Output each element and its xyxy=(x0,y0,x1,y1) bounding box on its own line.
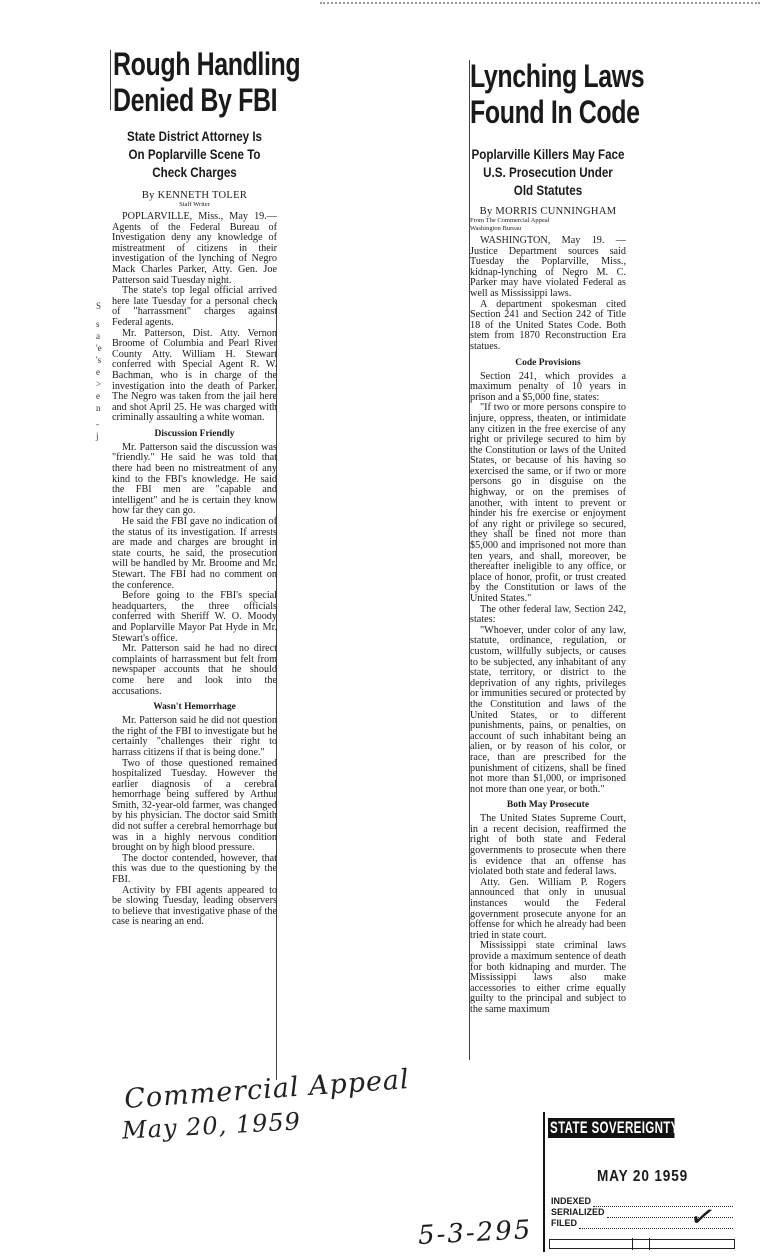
right-article xyxy=(470,58,645,1016)
paragraph: The United States Supreme Court, in a recent decision, reaffirmed the right of both state and Federal governments to prosecute when there is evidence that an offense has violated both state and federal laws. xyxy=(470,813,626,878)
headline-line: Rough Handling xyxy=(112,46,301,82)
stamp-date: MAY 20 1959 xyxy=(597,1168,689,1185)
paragraph: The other federal law, Section 242, states: xyxy=(470,603,626,626)
margin-mark: j xyxy=(96,431,99,441)
subhead-line: Old Statutes xyxy=(513,183,583,198)
margin-mark: a xyxy=(96,331,100,341)
stamp-title: STATE SOVEREIGNTY COMMISSION xyxy=(548,1118,674,1138)
headline-line: Denied By FBI xyxy=(112,82,278,118)
left-margin-fragments xyxy=(96,150,110,442)
left-article xyxy=(112,46,301,928)
margin-mark: S xyxy=(96,301,102,311)
subhead-line: U.S. Prosecution Under xyxy=(483,165,613,180)
margin-mark: 's xyxy=(96,355,102,365)
subhead-line: On Poplarville Scene To xyxy=(128,147,261,162)
paragraph: "If two or more persons conspire to injure, oppress, theaten, or intimidate any citizen in the free exercise of any right or privilege secured to him by the Constitution or laws of the United States, or because of his having so exercised the same, or if two or more persons go in disguise on the highway, or on the premises of another, with intent to prevent or hinder his fre exercise or enjoyment of any right or privilege so secured, they shall be fined not more than $5,000 and imprisoned not more than ten years, and shall, moreover, be thereafter ineligible to any office, or place of honor, profit, or trust created by the Constitution or laws of the United States." xyxy=(470,402,626,604)
paragraph: Before going to the FBI's special headquarters, the three officials conferred with Sheriff W. O. Moody and Poplarville Mayor Pat Hyde in Mr. Stewart's office. xyxy=(112,590,277,644)
margin-mark: n xyxy=(96,403,101,413)
handwritten-date: May 20, 1959 xyxy=(121,1107,302,1145)
paragraph: Mr. Patterson said the discussion was "friendly." He said he was told that there had been no mistreatment of any kind to the FBI's knowledge. He said the FBI men are "capable and intelligent" and he is certain they know how far they can go. xyxy=(112,441,277,517)
byline-role: From The Commercial Appeal xyxy=(470,217,550,224)
paragraph: POPLARVILLE, Miss., May 19.—Agents of the Federal Bureau of Investigation deny any knowledge of mistreatment of citizens in their investigation of the lynching of Negro Mack Charles Parker, Atty. Gen. Joe Patterson said Tuesday night. xyxy=(112,211,277,286)
article-body xyxy=(112,212,277,928)
paragraph: Mr. Patterson said he did not question the right of the FBI to investigate but he certainly "challenges their right to harrass citizens if that is being done." xyxy=(112,715,277,758)
margin-mark: 'e xyxy=(96,343,102,353)
margin-mark: e xyxy=(96,391,100,401)
headline-line: Found In Code xyxy=(470,94,640,130)
subhead-line: Poplarville Killers May Face xyxy=(471,147,625,162)
article-body xyxy=(470,236,626,1016)
paragraph: Mr. Patterson, Dist. Atty. Vernon Broome of Columbia and Pearl River County Atty. William H. Stewart conferred with Special Agent R. W. Bachman, who is in charge of the investigation into the death of Parker. The Negro was taken from the jail here and shot April 25. He was charged with criminally assaulting a white woman. xyxy=(112,327,277,424)
paragraph: "Whoever, under color of any law, statute, ordinance, regulation, or custom, willfully subjects, or causes to be subjected, any inhabitant of any state, territory, or district to the deprivation of any rights, privileges or immunities secured or protected by the Constitution and laws of the United States, or to different punishments, pains, or penalties, on account of such inhabitant being an alien, or by reason of his color, or race, than are prescribed for the punishment of citizens, shall be fined not more than $1,000, or imprisoned not more than one year, or both." xyxy=(470,624,626,795)
handwritten-source: Commercial Appeal xyxy=(123,1064,411,1115)
column-rule xyxy=(110,50,111,110)
paragraph: A department spokesman cited Section 241 and Section 242 of Title 18 of the United States Code. Both stem from 1870 Reconstruction Era statues. xyxy=(470,298,626,352)
crosshead: Wasn't Hemorrhage xyxy=(153,702,236,713)
subhead-line: State District Attorney Is xyxy=(126,129,263,144)
crosshead: Code Provisions xyxy=(515,357,581,368)
crosshead: Discussion Friendly xyxy=(154,428,235,439)
stamp-bottom-box xyxy=(549,1239,735,1249)
paragraph: Two of those questioned remained hospitalized Tuesday. However the earlier diagnosis of a cerebral hemorrhage being suffered by Arthur Smith, 32-year-old farmer, was changed by his physician. The doctor said Smith did not suffer a cerebral hemorrhage but was in a highly nervous condition brought on by high blood pressure. xyxy=(112,757,277,854)
subhead-line: Check Charges xyxy=(152,165,237,180)
paragraph: Section 241, which provides a maximum penalty of 10 years in prison and a $5,000 fine, states: xyxy=(470,370,626,403)
paragraph: The doctor contended, however, that this was due to the questioning by the FBI. xyxy=(112,852,277,886)
paragraph: Atty. Gen. William P. Rogers announced that only in unusual instances would the Federal government prosecute anyone for an offense for which he already had been tried in state court. xyxy=(470,876,626,941)
margin-mark: - xyxy=(96,419,99,429)
paragraph: WASHINGTON, May 19. — Justice Department sources said Tuesday the Poplarville, Miss., kidnap-lynching of Negro M. C. Parker may have violated Federal as well as Mississippi laws. xyxy=(470,235,626,299)
top-edge-dotted-line xyxy=(320,2,760,4)
byline-role: Washington Bureau xyxy=(470,225,522,232)
crosshead: Both May Prosecute xyxy=(506,800,590,811)
headline-line: Lynching Laws xyxy=(470,58,645,94)
byline: By KENNETH TOLER xyxy=(141,190,248,201)
stamp-field-label: INDEXED xyxy=(551,1196,592,1206)
stamp-field-label: SERIALIZED xyxy=(551,1207,605,1217)
stamp-field-label: FILED xyxy=(551,1218,577,1228)
paragraph: Activity by FBI agents appeared to be slowing Tuesday, leading observers to believe that investigative phase of the case is nearing an end. xyxy=(112,884,277,928)
byline: By MORRIS CUNNINGHAM xyxy=(479,206,617,217)
handwritten-file-number: 5-3-295 xyxy=(417,1215,533,1251)
byline-role: Staff Writer xyxy=(179,201,210,208)
paragraph: Mississippi state criminal laws provide a maximum sentence of death for both kidnaping and murder. The Mississippi laws also make accessories to either crime equally guilty to the principal and subject to the same maximum xyxy=(470,940,626,1015)
handwritten-check-icon: ✓ xyxy=(686,1197,719,1238)
margin-mark: s xyxy=(96,319,100,329)
paragraph: He said the FBI gave no indication of the status of its investigation. If arrests are made and charges are brought in state courts, he said, the prosecution will be handled by Mr. Broome and Mr. Stewart. The FBI had no comment on the conference. xyxy=(112,516,277,591)
margin-mark: e xyxy=(96,367,100,377)
paragraph: The state's top legal official arrived here late Tuesday for a personal check of "harrassment" charges against Federal agents. xyxy=(112,285,277,328)
paragraph: Mr. Patterson said he had no direct complaints of harrassment but felt from newspaper accounts that he should come here and look into the accusations. xyxy=(112,643,277,697)
margin-mark: > xyxy=(96,379,102,389)
